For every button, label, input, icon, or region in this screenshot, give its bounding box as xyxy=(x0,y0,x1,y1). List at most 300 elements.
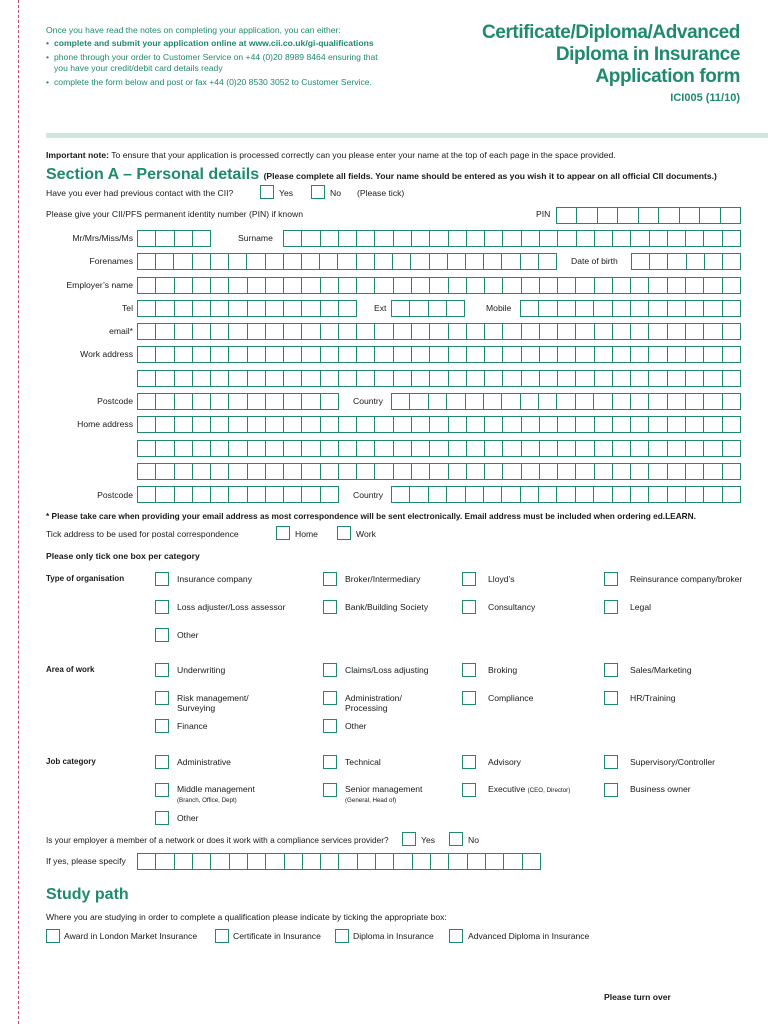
field-cell[interactable] xyxy=(649,254,667,269)
field-cell[interactable] xyxy=(301,371,319,386)
field-cell[interactable] xyxy=(557,441,575,456)
field-cell[interactable] xyxy=(521,324,539,339)
forenames-field[interactable] xyxy=(137,253,557,270)
field-cell[interactable] xyxy=(521,464,539,479)
field-cell[interactable] xyxy=(228,417,246,432)
title-field[interactable] xyxy=(137,230,211,247)
field-cell[interactable] xyxy=(428,394,446,409)
field-cell[interactable] xyxy=(155,347,173,362)
dob-field[interactable] xyxy=(631,253,741,270)
job-technical-checkbox[interactable] xyxy=(323,755,337,769)
field-cell[interactable] xyxy=(301,231,319,246)
field-cell[interactable] xyxy=(501,254,519,269)
field-cell[interactable] xyxy=(411,441,429,456)
field-cell[interactable] xyxy=(466,464,484,479)
field-cell[interactable] xyxy=(722,371,740,386)
field-cell[interactable] xyxy=(301,394,319,409)
field-cell[interactable] xyxy=(356,278,374,293)
field-cell[interactable] xyxy=(229,854,247,869)
field-cell[interactable] xyxy=(448,417,466,432)
field-cell[interactable] xyxy=(630,231,648,246)
field-cell[interactable] xyxy=(412,854,430,869)
job-supervisory-checkbox[interactable] xyxy=(604,755,618,769)
ext-field[interactable] xyxy=(391,300,465,317)
field-cell[interactable] xyxy=(502,324,520,339)
field-cell[interactable] xyxy=(228,254,246,269)
field-cell[interactable] xyxy=(704,254,722,269)
field-cell[interactable] xyxy=(192,441,210,456)
field-cell[interactable] xyxy=(648,464,666,479)
network-no-checkbox[interactable] xyxy=(449,832,463,846)
field-cell[interactable] xyxy=(502,231,520,246)
field-cell[interactable] xyxy=(448,441,466,456)
field-cell[interactable] xyxy=(703,394,721,409)
field-cell[interactable] xyxy=(612,347,630,362)
field-cell[interactable] xyxy=(630,417,648,432)
tel-field[interactable] xyxy=(137,300,357,317)
field-cell[interactable] xyxy=(155,324,173,339)
field-cell[interactable] xyxy=(448,347,466,362)
field-cell[interactable] xyxy=(393,278,411,293)
field-cell[interactable] xyxy=(667,347,685,362)
field-cell[interactable] xyxy=(612,441,630,456)
field-cell[interactable] xyxy=(667,231,685,246)
field-cell[interactable] xyxy=(632,254,649,269)
field-cell[interactable] xyxy=(484,278,502,293)
field-cell[interactable] xyxy=(247,371,265,386)
area-risk-checkbox[interactable] xyxy=(155,691,169,705)
field-cell[interactable] xyxy=(301,487,319,502)
field-cell[interactable] xyxy=(283,394,301,409)
area-hr-checkbox[interactable] xyxy=(604,691,618,705)
field-cell[interactable] xyxy=(155,278,173,293)
field-cell[interactable] xyxy=(411,324,429,339)
field-cell[interactable] xyxy=(393,854,411,869)
field-cell[interactable] xyxy=(192,301,210,316)
field-cell[interactable] xyxy=(356,231,374,246)
area-finance-checkbox[interactable] xyxy=(155,719,169,733)
field-cell[interactable] xyxy=(502,464,520,479)
field-cell[interactable] xyxy=(192,487,210,502)
field-cell[interactable] xyxy=(320,394,338,409)
field-cell[interactable] xyxy=(685,394,703,409)
field-cell[interactable] xyxy=(228,324,246,339)
field-cell[interactable] xyxy=(192,231,210,246)
field-cell[interactable] xyxy=(155,301,173,316)
field-cell[interactable] xyxy=(174,394,192,409)
field-cell[interactable] xyxy=(320,417,338,432)
field-cell[interactable] xyxy=(594,371,612,386)
field-cell[interactable] xyxy=(192,394,210,409)
field-cell[interactable] xyxy=(630,324,648,339)
field-cell[interactable] xyxy=(409,487,427,502)
field-cell[interactable] xyxy=(557,371,575,386)
field-cell[interactable] xyxy=(283,487,301,502)
contact-no-checkbox[interactable] xyxy=(311,185,325,199)
field-cell[interactable] xyxy=(283,441,301,456)
field-cell[interactable] xyxy=(393,347,411,362)
field-cell[interactable] xyxy=(301,301,319,316)
field-cell[interactable] xyxy=(466,278,484,293)
field-cell[interactable] xyxy=(210,324,228,339)
field-cell[interactable] xyxy=(575,441,593,456)
field-cell[interactable] xyxy=(667,371,685,386)
field-cell[interactable] xyxy=(320,278,338,293)
field-cell[interactable] xyxy=(722,324,740,339)
field-cell[interactable] xyxy=(722,347,740,362)
field-cell[interactable] xyxy=(722,417,740,432)
field-cell[interactable] xyxy=(192,254,210,269)
field-cell[interactable] xyxy=(466,324,484,339)
field-cell[interactable] xyxy=(648,324,666,339)
field-cell[interactable] xyxy=(192,854,210,869)
field-cell[interactable] xyxy=(539,464,557,479)
field-cell[interactable] xyxy=(539,371,557,386)
field-cell[interactable] xyxy=(594,324,612,339)
field-cell[interactable] xyxy=(247,278,265,293)
field-cell[interactable] xyxy=(429,464,447,479)
field-cell[interactable] xyxy=(648,371,666,386)
field-cell[interactable] xyxy=(374,324,392,339)
field-cell[interactable] xyxy=(521,417,539,432)
field-cell[interactable] xyxy=(557,301,575,316)
field-cell[interactable] xyxy=(448,324,466,339)
field-cell[interactable] xyxy=(466,417,484,432)
field-cell[interactable] xyxy=(411,231,429,246)
field-cell[interactable] xyxy=(320,441,338,456)
field-cell[interactable] xyxy=(283,254,301,269)
field-cell[interactable] xyxy=(265,464,283,479)
field-cell[interactable] xyxy=(320,487,338,502)
field-cell[interactable] xyxy=(484,231,502,246)
field-cell[interactable] xyxy=(556,487,574,502)
field-cell[interactable] xyxy=(630,301,648,316)
field-cell[interactable] xyxy=(539,278,557,293)
field-cell[interactable] xyxy=(174,441,192,456)
field-cell[interactable] xyxy=(630,278,648,293)
field-cell[interactable] xyxy=(703,487,721,502)
field-cell[interactable] xyxy=(447,254,465,269)
field-cell[interactable] xyxy=(210,464,228,479)
field-cell[interactable] xyxy=(539,231,557,246)
field-cell[interactable] xyxy=(722,487,740,502)
surname-field[interactable] xyxy=(283,230,741,247)
field-cell[interactable] xyxy=(594,441,612,456)
field-cell[interactable] xyxy=(138,854,155,869)
job-owner-checkbox[interactable] xyxy=(604,783,618,797)
field-cell[interactable] xyxy=(356,371,374,386)
field-cell[interactable] xyxy=(210,301,228,316)
field-cell[interactable] xyxy=(174,464,192,479)
field-cell[interactable] xyxy=(466,347,484,362)
field-cell[interactable] xyxy=(667,324,685,339)
field-cell[interactable] xyxy=(301,278,319,293)
field-cell[interactable] xyxy=(374,371,392,386)
field-cell[interactable] xyxy=(448,464,466,479)
field-cell[interactable] xyxy=(155,394,173,409)
study-diploma-checkbox[interactable] xyxy=(335,929,349,943)
field-cell[interactable] xyxy=(617,208,637,223)
field-cell[interactable] xyxy=(338,371,356,386)
field-cell[interactable] xyxy=(301,324,319,339)
field-cell[interactable] xyxy=(356,347,374,362)
field-cell[interactable] xyxy=(138,417,155,432)
field-cell[interactable] xyxy=(612,278,630,293)
field-cell[interactable] xyxy=(265,278,283,293)
field-cell[interactable] xyxy=(703,278,721,293)
field-cell[interactable] xyxy=(520,254,538,269)
pin-field[interactable] xyxy=(556,207,741,224)
field-cell[interactable] xyxy=(502,371,520,386)
field-cell[interactable] xyxy=(575,301,593,316)
field-cell[interactable] xyxy=(228,394,246,409)
work-country-field[interactable] xyxy=(391,393,741,410)
area-admin-checkbox[interactable] xyxy=(323,691,337,705)
field-cell[interactable] xyxy=(448,278,466,293)
field-cell[interactable] xyxy=(485,854,503,869)
field-cell[interactable] xyxy=(648,394,666,409)
field-cell[interactable] xyxy=(337,254,355,269)
field-cell[interactable] xyxy=(557,417,575,432)
field-cell[interactable] xyxy=(155,254,173,269)
field-cell[interactable] xyxy=(521,347,539,362)
field-cell[interactable] xyxy=(265,487,283,502)
field-cell[interactable] xyxy=(374,278,392,293)
job-advisory-checkbox[interactable] xyxy=(462,755,476,769)
field-cell[interactable] xyxy=(612,464,630,479)
field-cell[interactable] xyxy=(210,854,228,869)
field-cell[interactable] xyxy=(520,487,538,502)
field-cell[interactable] xyxy=(484,464,502,479)
field-cell[interactable] xyxy=(374,417,392,432)
home-address-line1[interactable] xyxy=(137,416,741,433)
home-address-line3[interactable] xyxy=(137,463,741,480)
field-cell[interactable] xyxy=(192,371,210,386)
field-cell[interactable] xyxy=(174,854,192,869)
field-cell[interactable] xyxy=(685,231,703,246)
field-cell[interactable] xyxy=(703,441,721,456)
field-cell[interactable] xyxy=(247,417,265,432)
field-cell[interactable] xyxy=(320,371,338,386)
field-cell[interactable] xyxy=(138,464,155,479)
field-cell[interactable] xyxy=(429,231,447,246)
field-cell[interactable] xyxy=(429,371,447,386)
home-postcode-field[interactable] xyxy=(137,486,339,503)
field-cell[interactable] xyxy=(338,347,356,362)
field-cell[interactable] xyxy=(575,371,593,386)
network-yes-checkbox[interactable] xyxy=(402,832,416,846)
field-cell[interactable] xyxy=(210,254,228,269)
field-cell[interactable] xyxy=(174,417,192,432)
field-cell[interactable] xyxy=(685,417,703,432)
field-cell[interactable] xyxy=(686,254,704,269)
field-cell[interactable] xyxy=(522,854,540,869)
field-cell[interactable] xyxy=(667,254,685,269)
area-broking-checkbox[interactable] xyxy=(462,663,476,677)
field-cell[interactable] xyxy=(338,278,356,293)
field-cell[interactable] xyxy=(612,231,630,246)
field-cell[interactable] xyxy=(430,854,448,869)
field-cell[interactable] xyxy=(228,371,246,386)
field-cell[interactable] xyxy=(539,324,557,339)
employer-field[interactable] xyxy=(137,277,741,294)
field-cell[interactable] xyxy=(630,441,648,456)
field-cell[interactable] xyxy=(703,231,721,246)
field-cell[interactable] xyxy=(465,394,483,409)
field-cell[interactable] xyxy=(320,347,338,362)
field-cell[interactable] xyxy=(484,324,502,339)
field-cell[interactable] xyxy=(356,464,374,479)
field-cell[interactable] xyxy=(392,394,409,409)
field-cell[interactable] xyxy=(465,487,483,502)
field-cell[interactable] xyxy=(428,487,446,502)
field-cell[interactable] xyxy=(503,854,521,869)
field-cell[interactable] xyxy=(356,417,374,432)
field-cell[interactable] xyxy=(429,347,447,362)
field-cell[interactable] xyxy=(667,417,685,432)
field-cell[interactable] xyxy=(649,231,667,246)
field-cell[interactable] xyxy=(393,441,411,456)
field-cell[interactable] xyxy=(320,324,338,339)
field-cell[interactable] xyxy=(557,208,576,223)
field-cell[interactable] xyxy=(284,854,302,869)
field-cell[interactable] xyxy=(192,417,210,432)
field-cell[interactable] xyxy=(429,254,447,269)
field-cell[interactable] xyxy=(557,324,575,339)
field-cell[interactable] xyxy=(228,441,246,456)
field-cell[interactable] xyxy=(375,854,393,869)
field-cell[interactable] xyxy=(302,854,320,869)
field-cell[interactable] xyxy=(448,854,466,869)
field-cell[interactable] xyxy=(356,441,374,456)
field-cell[interactable] xyxy=(374,254,392,269)
org-consultancy-checkbox[interactable] xyxy=(462,600,476,614)
field-cell[interactable] xyxy=(699,208,719,223)
field-cell[interactable] xyxy=(138,441,155,456)
work-address-line1[interactable] xyxy=(137,346,741,363)
field-cell[interactable] xyxy=(301,254,319,269)
area-compliance-checkbox[interactable] xyxy=(462,691,476,705)
field-cell[interactable] xyxy=(356,324,374,339)
field-cell[interactable] xyxy=(301,417,319,432)
area-underwriting-checkbox[interactable] xyxy=(155,663,169,677)
field-cell[interactable] xyxy=(246,254,264,269)
field-cell[interactable] xyxy=(174,301,192,316)
field-cell[interactable] xyxy=(703,417,721,432)
home-country-field[interactable] xyxy=(391,486,741,503)
field-cell[interactable] xyxy=(703,347,721,362)
field-cell[interactable] xyxy=(374,441,392,456)
field-cell[interactable] xyxy=(210,394,228,409)
field-cell[interactable] xyxy=(556,394,574,409)
field-cell[interactable] xyxy=(466,231,484,246)
job-executive-checkbox[interactable] xyxy=(462,783,476,797)
field-cell[interactable] xyxy=(393,231,411,246)
field-cell[interactable] xyxy=(703,371,721,386)
field-cell[interactable] xyxy=(155,371,173,386)
field-cell[interactable] xyxy=(283,371,301,386)
field-cell[interactable] xyxy=(429,324,447,339)
field-cell[interactable] xyxy=(594,231,612,246)
field-cell[interactable] xyxy=(466,441,484,456)
field-cell[interactable] xyxy=(667,441,685,456)
field-cell[interactable] xyxy=(667,278,685,293)
field-cell[interactable] xyxy=(576,231,594,246)
field-cell[interactable] xyxy=(722,464,740,479)
field-cell[interactable] xyxy=(320,464,338,479)
org-insurance-checkbox[interactable] xyxy=(155,572,169,586)
field-cell[interactable] xyxy=(174,278,192,293)
field-cell[interactable] xyxy=(612,301,630,316)
org-loss-adjuster-checkbox[interactable] xyxy=(155,600,169,614)
field-cell[interactable] xyxy=(575,464,593,479)
field-cell[interactable] xyxy=(357,854,375,869)
field-cell[interactable] xyxy=(338,464,356,479)
field-cell[interactable] xyxy=(210,371,228,386)
field-cell[interactable] xyxy=(283,464,301,479)
field-cell[interactable] xyxy=(284,231,301,246)
field-cell[interactable] xyxy=(283,278,301,293)
field-cell[interactable] xyxy=(648,278,666,293)
field-cell[interactable] xyxy=(612,487,630,502)
field-cell[interactable] xyxy=(593,487,611,502)
field-cell[interactable] xyxy=(466,371,484,386)
field-cell[interactable] xyxy=(720,208,740,223)
org-lloyds-checkbox[interactable] xyxy=(462,572,476,586)
field-cell[interactable] xyxy=(594,347,612,362)
field-cell[interactable] xyxy=(612,324,630,339)
field-cell[interactable] xyxy=(411,347,429,362)
field-cell[interactable] xyxy=(138,301,155,316)
field-cell[interactable] xyxy=(521,441,539,456)
field-cell[interactable] xyxy=(301,347,319,362)
field-cell[interactable] xyxy=(283,347,301,362)
field-cell[interactable] xyxy=(228,301,246,316)
field-cell[interactable] xyxy=(428,301,446,316)
field-cell[interactable] xyxy=(502,417,520,432)
field-cell[interactable] xyxy=(538,487,556,502)
field-cell[interactable] xyxy=(155,417,173,432)
field-cell[interactable] xyxy=(648,347,666,362)
field-cell[interactable] xyxy=(338,301,356,316)
field-cell[interactable] xyxy=(594,417,612,432)
field-cell[interactable] xyxy=(484,417,502,432)
org-bank-checkbox[interactable] xyxy=(323,600,337,614)
field-cell[interactable] xyxy=(446,487,464,502)
org-legal-checkbox[interactable] xyxy=(604,600,618,614)
field-cell[interactable] xyxy=(539,441,557,456)
field-cell[interactable] xyxy=(722,394,740,409)
field-cell[interactable] xyxy=(138,487,155,502)
field-cell[interactable] xyxy=(484,371,502,386)
field-cell[interactable] xyxy=(319,254,337,269)
field-cell[interactable] xyxy=(192,347,210,362)
field-cell[interactable] xyxy=(338,231,356,246)
field-cell[interactable] xyxy=(575,278,593,293)
mobile-field[interactable] xyxy=(520,300,741,317)
field-cell[interactable] xyxy=(228,278,246,293)
field-cell[interactable] xyxy=(138,278,155,293)
field-cell[interactable] xyxy=(155,231,173,246)
field-cell[interactable] xyxy=(703,464,721,479)
field-cell[interactable] xyxy=(301,464,319,479)
field-cell[interactable] xyxy=(173,254,191,269)
field-cell[interactable] xyxy=(446,301,464,316)
field-cell[interactable] xyxy=(685,301,703,316)
field-cell[interactable] xyxy=(594,464,612,479)
field-cell[interactable] xyxy=(247,487,265,502)
field-cell[interactable] xyxy=(667,487,685,502)
